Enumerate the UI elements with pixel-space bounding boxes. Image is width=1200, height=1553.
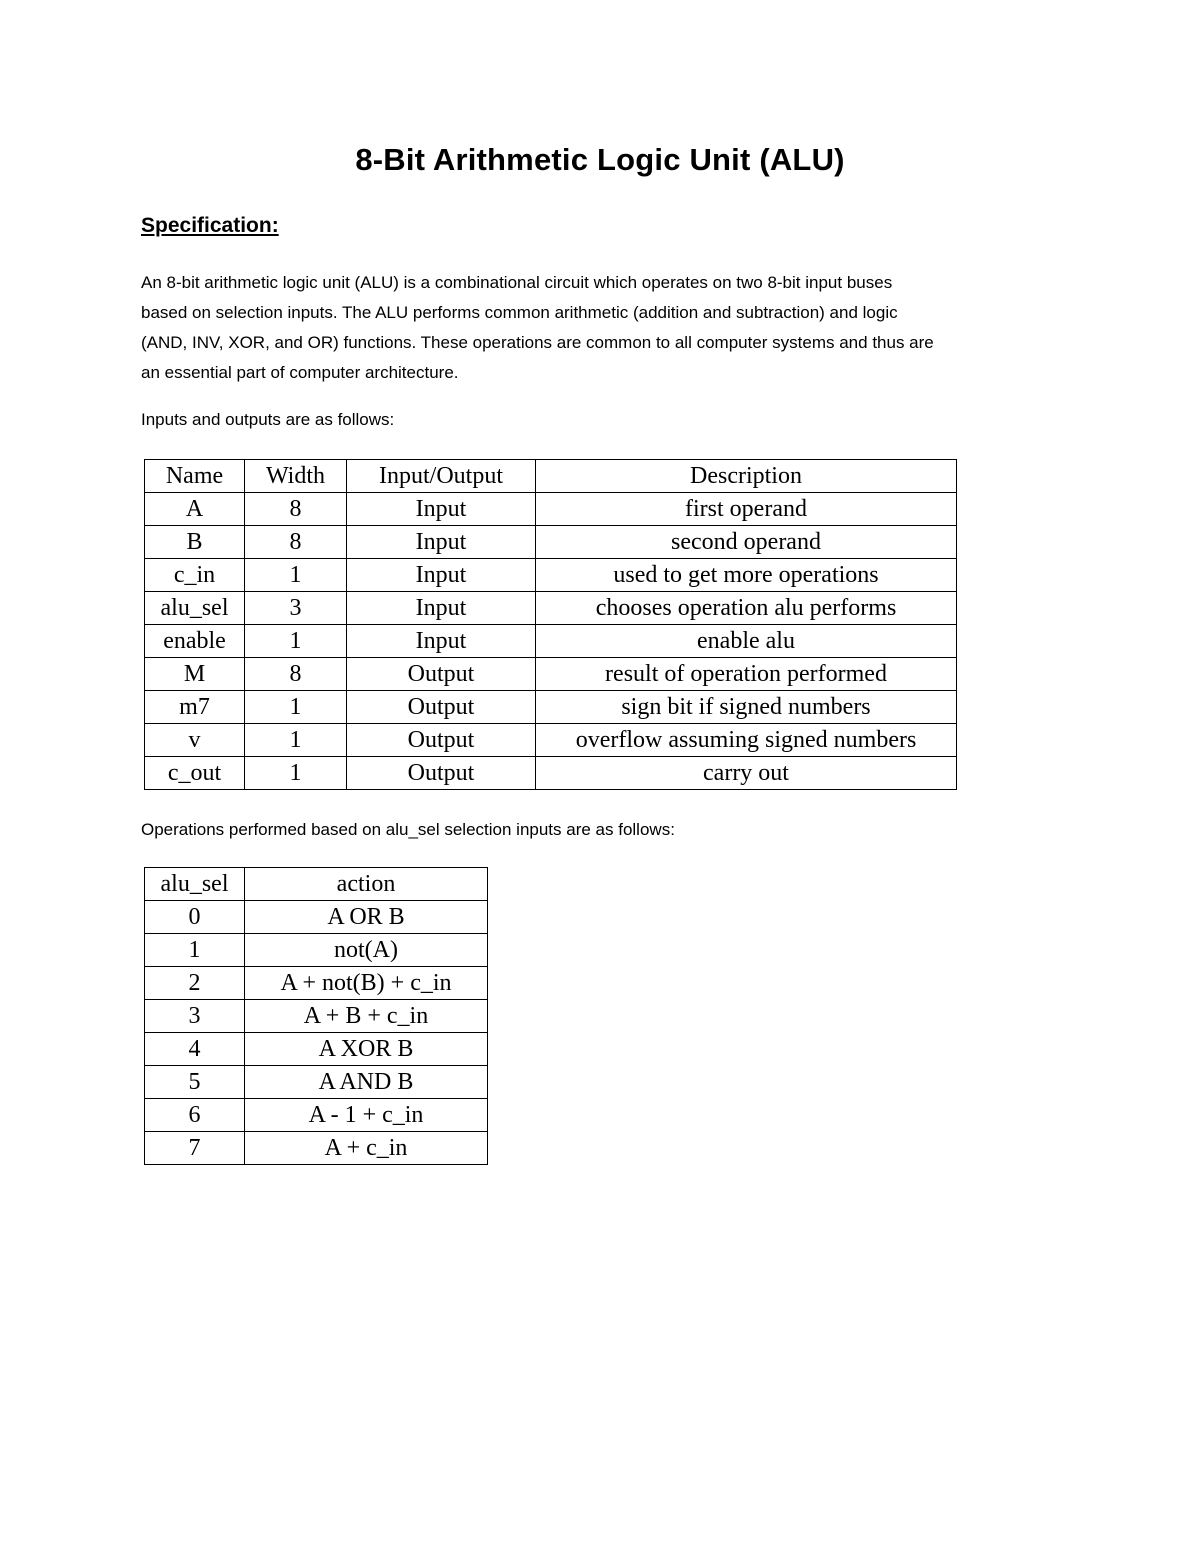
io-header-description: Description <box>536 460 957 493</box>
ops-table-header-row <box>145 868 488 901</box>
table-row <box>145 934 488 967</box>
table-row <box>145 658 957 691</box>
table-row <box>145 559 957 592</box>
io-cell-direction: Input <box>347 625 536 658</box>
io-cell-description: used to get more operations <box>536 559 957 592</box>
io-header-input-output: Input/Output <box>347 460 536 493</box>
io-table-header-row <box>145 460 957 493</box>
io-cell-width: 1 <box>245 757 347 790</box>
io-cell-direction: Input <box>347 559 536 592</box>
io-cell-direction: Output <box>347 757 536 790</box>
paragraph-line: An 8-bit arithmetic logic unit (ALU) is a combinational circuit which operates on two 8-bit input buses <box>141 273 893 292</box>
io-cell-name: c_out <box>145 757 245 790</box>
io-cell-description: carry out <box>536 757 957 790</box>
io-cell-direction: Output <box>347 691 536 724</box>
io-cell-name: v <box>145 724 245 757</box>
table-row <box>145 691 957 724</box>
paragraph-line: based on selection inputs. The ALU performs common arithmetic (addition and subtraction) and logic <box>141 303 898 322</box>
io-header-name: Name <box>145 460 245 493</box>
table-row <box>145 1066 488 1099</box>
paragraph-line: an essential part of computer architecture. <box>141 363 459 382</box>
ops-cell-action: A AND B <box>245 1066 488 1099</box>
ops-cell-sel: 1 <box>145 934 245 967</box>
io-cell-name: alu_sel <box>145 592 245 625</box>
io-cell-direction: Input <box>347 493 536 526</box>
table-row <box>145 1132 488 1165</box>
io-cell-width: 3 <box>245 592 347 625</box>
ops-cell-sel: 5 <box>145 1066 245 1099</box>
ops-cell-action: A OR B <box>245 901 488 934</box>
io-cell-direction: Input <box>347 526 536 559</box>
ops-cell-sel: 3 <box>145 1000 245 1033</box>
table-row <box>145 1033 488 1066</box>
table-row <box>145 757 957 790</box>
table-row <box>145 625 957 658</box>
io-cell-width: 8 <box>245 658 347 691</box>
io-cell-width: 1 <box>245 724 347 757</box>
table-row <box>145 1000 488 1033</box>
io-cell-name: B <box>145 526 245 559</box>
specification-paragraph <box>141 268 1056 388</box>
section-heading-specification: Specification: <box>141 214 279 237</box>
io-cell-description: chooses operation alu performs <box>536 592 957 625</box>
ops-cell-sel: 4 <box>145 1033 245 1066</box>
io-cell-name: M <box>145 658 245 691</box>
io-cell-width: 1 <box>245 559 347 592</box>
table-row <box>145 493 957 526</box>
io-cell-name: c_in <box>145 559 245 592</box>
inputs-intro-text: Inputs and outputs are as follows: <box>141 410 395 429</box>
table-row <box>145 592 957 625</box>
ops-cell-action: A + c_in <box>245 1132 488 1165</box>
table-row <box>145 901 488 934</box>
ops-header-alu-sel: alu_sel <box>145 868 245 901</box>
table-row <box>145 724 957 757</box>
io-cell-description: second operand <box>536 526 957 559</box>
io-cell-direction: Output <box>347 724 536 757</box>
ops-cell-action: A - 1 + c_in <box>245 1099 488 1132</box>
io-table <box>144 459 957 790</box>
ops-cell-action: A XOR B <box>245 1033 488 1066</box>
io-cell-name: m7 <box>145 691 245 724</box>
io-cell-name: enable <box>145 625 245 658</box>
ops-cell-sel: 2 <box>145 967 245 1000</box>
io-cell-direction: Output <box>347 658 536 691</box>
table-row <box>145 967 488 1000</box>
io-cell-width: 8 <box>245 493 347 526</box>
io-cell-description: enable alu <box>536 625 957 658</box>
page-title: 8-Bit Arithmetic Logic Unit (ALU) <box>355 142 845 177</box>
table-row <box>145 1099 488 1132</box>
operations-table <box>144 867 488 1165</box>
io-cell-description: result of operation performed <box>536 658 957 691</box>
io-cell-width: 1 <box>245 691 347 724</box>
io-cell-direction: Input <box>347 592 536 625</box>
io-cell-description: sign bit if signed numbers <box>536 691 957 724</box>
io-cell-width: 8 <box>245 526 347 559</box>
operations-intro-text: Operations performed based on alu_sel selection inputs are as follows: <box>141 820 675 839</box>
ops-cell-sel: 7 <box>145 1132 245 1165</box>
io-cell-description: overflow assuming signed numbers <box>536 724 957 757</box>
io-cell-description: first operand <box>536 493 957 526</box>
ops-cell-action: not(A) <box>245 934 488 967</box>
ops-cell-sel: 6 <box>145 1099 245 1132</box>
ops-header-action: action <box>245 868 488 901</box>
io-cell-name: A <box>145 493 245 526</box>
ops-cell-sel: 0 <box>145 901 245 934</box>
ops-cell-action: A + B + c_in <box>245 1000 488 1033</box>
paragraph-line: (AND, INV, XOR, and OR) functions. These operations are common to all computer systems and thus are <box>141 333 934 352</box>
ops-cell-action: A + not(B) + c_in <box>245 967 488 1000</box>
io-cell-width: 1 <box>245 625 347 658</box>
table-row <box>145 526 957 559</box>
io-header-width: Width <box>245 460 347 493</box>
